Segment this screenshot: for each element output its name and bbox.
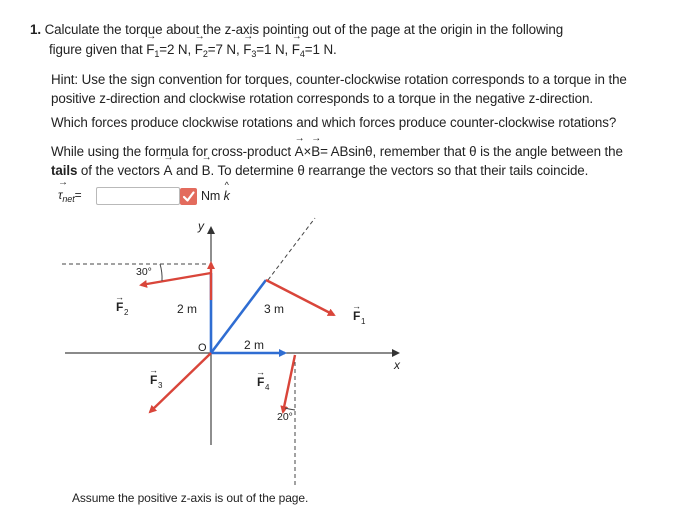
x-axis-label: x xyxy=(394,358,400,372)
dashed-diagonal-guide xyxy=(268,218,315,280)
svg-text:→: → xyxy=(149,365,158,375)
hint-line-5: tails of the vectors → A and → B. To determine θ rearrange the vectors so that their tails coincide. xyxy=(51,163,588,178)
answer-unit: Nm k ^ xyxy=(201,180,230,203)
svg-text:1: 1 xyxy=(361,317,366,326)
figure-caption: Assume the positive z-axis is out of the page. xyxy=(72,491,309,505)
force-value-2: =7 N, xyxy=(207,42,240,57)
force-arrow-f4 xyxy=(283,355,295,412)
force-symbol-4: → F xyxy=(292,42,300,57)
label-f3 xyxy=(149,365,163,390)
question-line-2: figure given that → $F_1=2$ N, → $F_2=7$ N, → $F_3=1$ N, → $F_4=1$ N. xyxy=(49,42,337,59)
question-text-1: Calculate the torque about the z-axis pointing out of the page at the origin in the following xyxy=(44,22,564,37)
vector-a: → A xyxy=(295,144,304,159)
angle-20-label: 20° xyxy=(277,411,293,423)
vector-a-2: → A xyxy=(164,163,173,178)
svg-text:F: F xyxy=(150,373,158,387)
hint-line-1: Hint: Use the sign convention for torques, counter-clockwise rotation corresponds to a torque in the xyxy=(51,72,627,87)
label-f1 xyxy=(352,301,366,326)
y-axis-label: y xyxy=(198,219,204,233)
svg-text:F: F xyxy=(116,300,124,314)
force-value-4: =1 N. xyxy=(304,42,337,57)
length-3m: 3 m xyxy=(264,302,285,316)
angle-arc-20 xyxy=(285,408,295,410)
svg-text:F: F xyxy=(353,309,361,323)
answer-label: → $\tau_{net}=$ xyxy=(58,188,82,204)
svg-text:→: → xyxy=(115,292,124,302)
unit-vector-k: k ^ xyxy=(223,180,230,203)
length-2m-right: 2 m xyxy=(244,338,265,352)
question-number: 1. xyxy=(30,22,41,37)
label-f2 xyxy=(115,292,129,317)
length-2m-left: 2 m xyxy=(177,302,198,316)
force-symbol-2: → F xyxy=(195,42,203,57)
hint-line-4: While using the formula for cross-product → A×→ B= ABsinθ, remember that θ is the angle between the xyxy=(51,144,623,159)
tau-symbol: → τ xyxy=(58,188,62,202)
force-value-3: =1 N, xyxy=(256,42,289,57)
question-text-2: figure given that xyxy=(49,42,143,57)
svg-text:4: 4 xyxy=(265,383,270,392)
force-symbol-1: → F xyxy=(146,42,154,57)
svg-text:→: → xyxy=(352,301,361,311)
origin-label: O xyxy=(198,342,207,354)
vector-b: → B xyxy=(311,144,320,159)
hint-line-3: Which forces produce clockwise rotations and which forces produce counter-clockwise rotations? xyxy=(51,115,617,130)
vector-b-2: → B xyxy=(202,163,211,178)
force-symbol-3: → F xyxy=(243,42,251,57)
svg-text:2: 2 xyxy=(124,308,129,317)
svg-text:F: F xyxy=(257,375,265,389)
svg-text:3: 3 xyxy=(158,381,163,390)
angle-arc-30 xyxy=(160,264,162,281)
angle-30-label: 30° xyxy=(136,266,152,278)
label-f4 xyxy=(256,367,270,392)
svg-text:→: → xyxy=(256,367,265,377)
force-value-1: =2 N, xyxy=(159,42,192,57)
hint-line-2: positive z-direction and clockwise rotation corresponds to a torque in the negative z-direction. xyxy=(51,91,593,106)
